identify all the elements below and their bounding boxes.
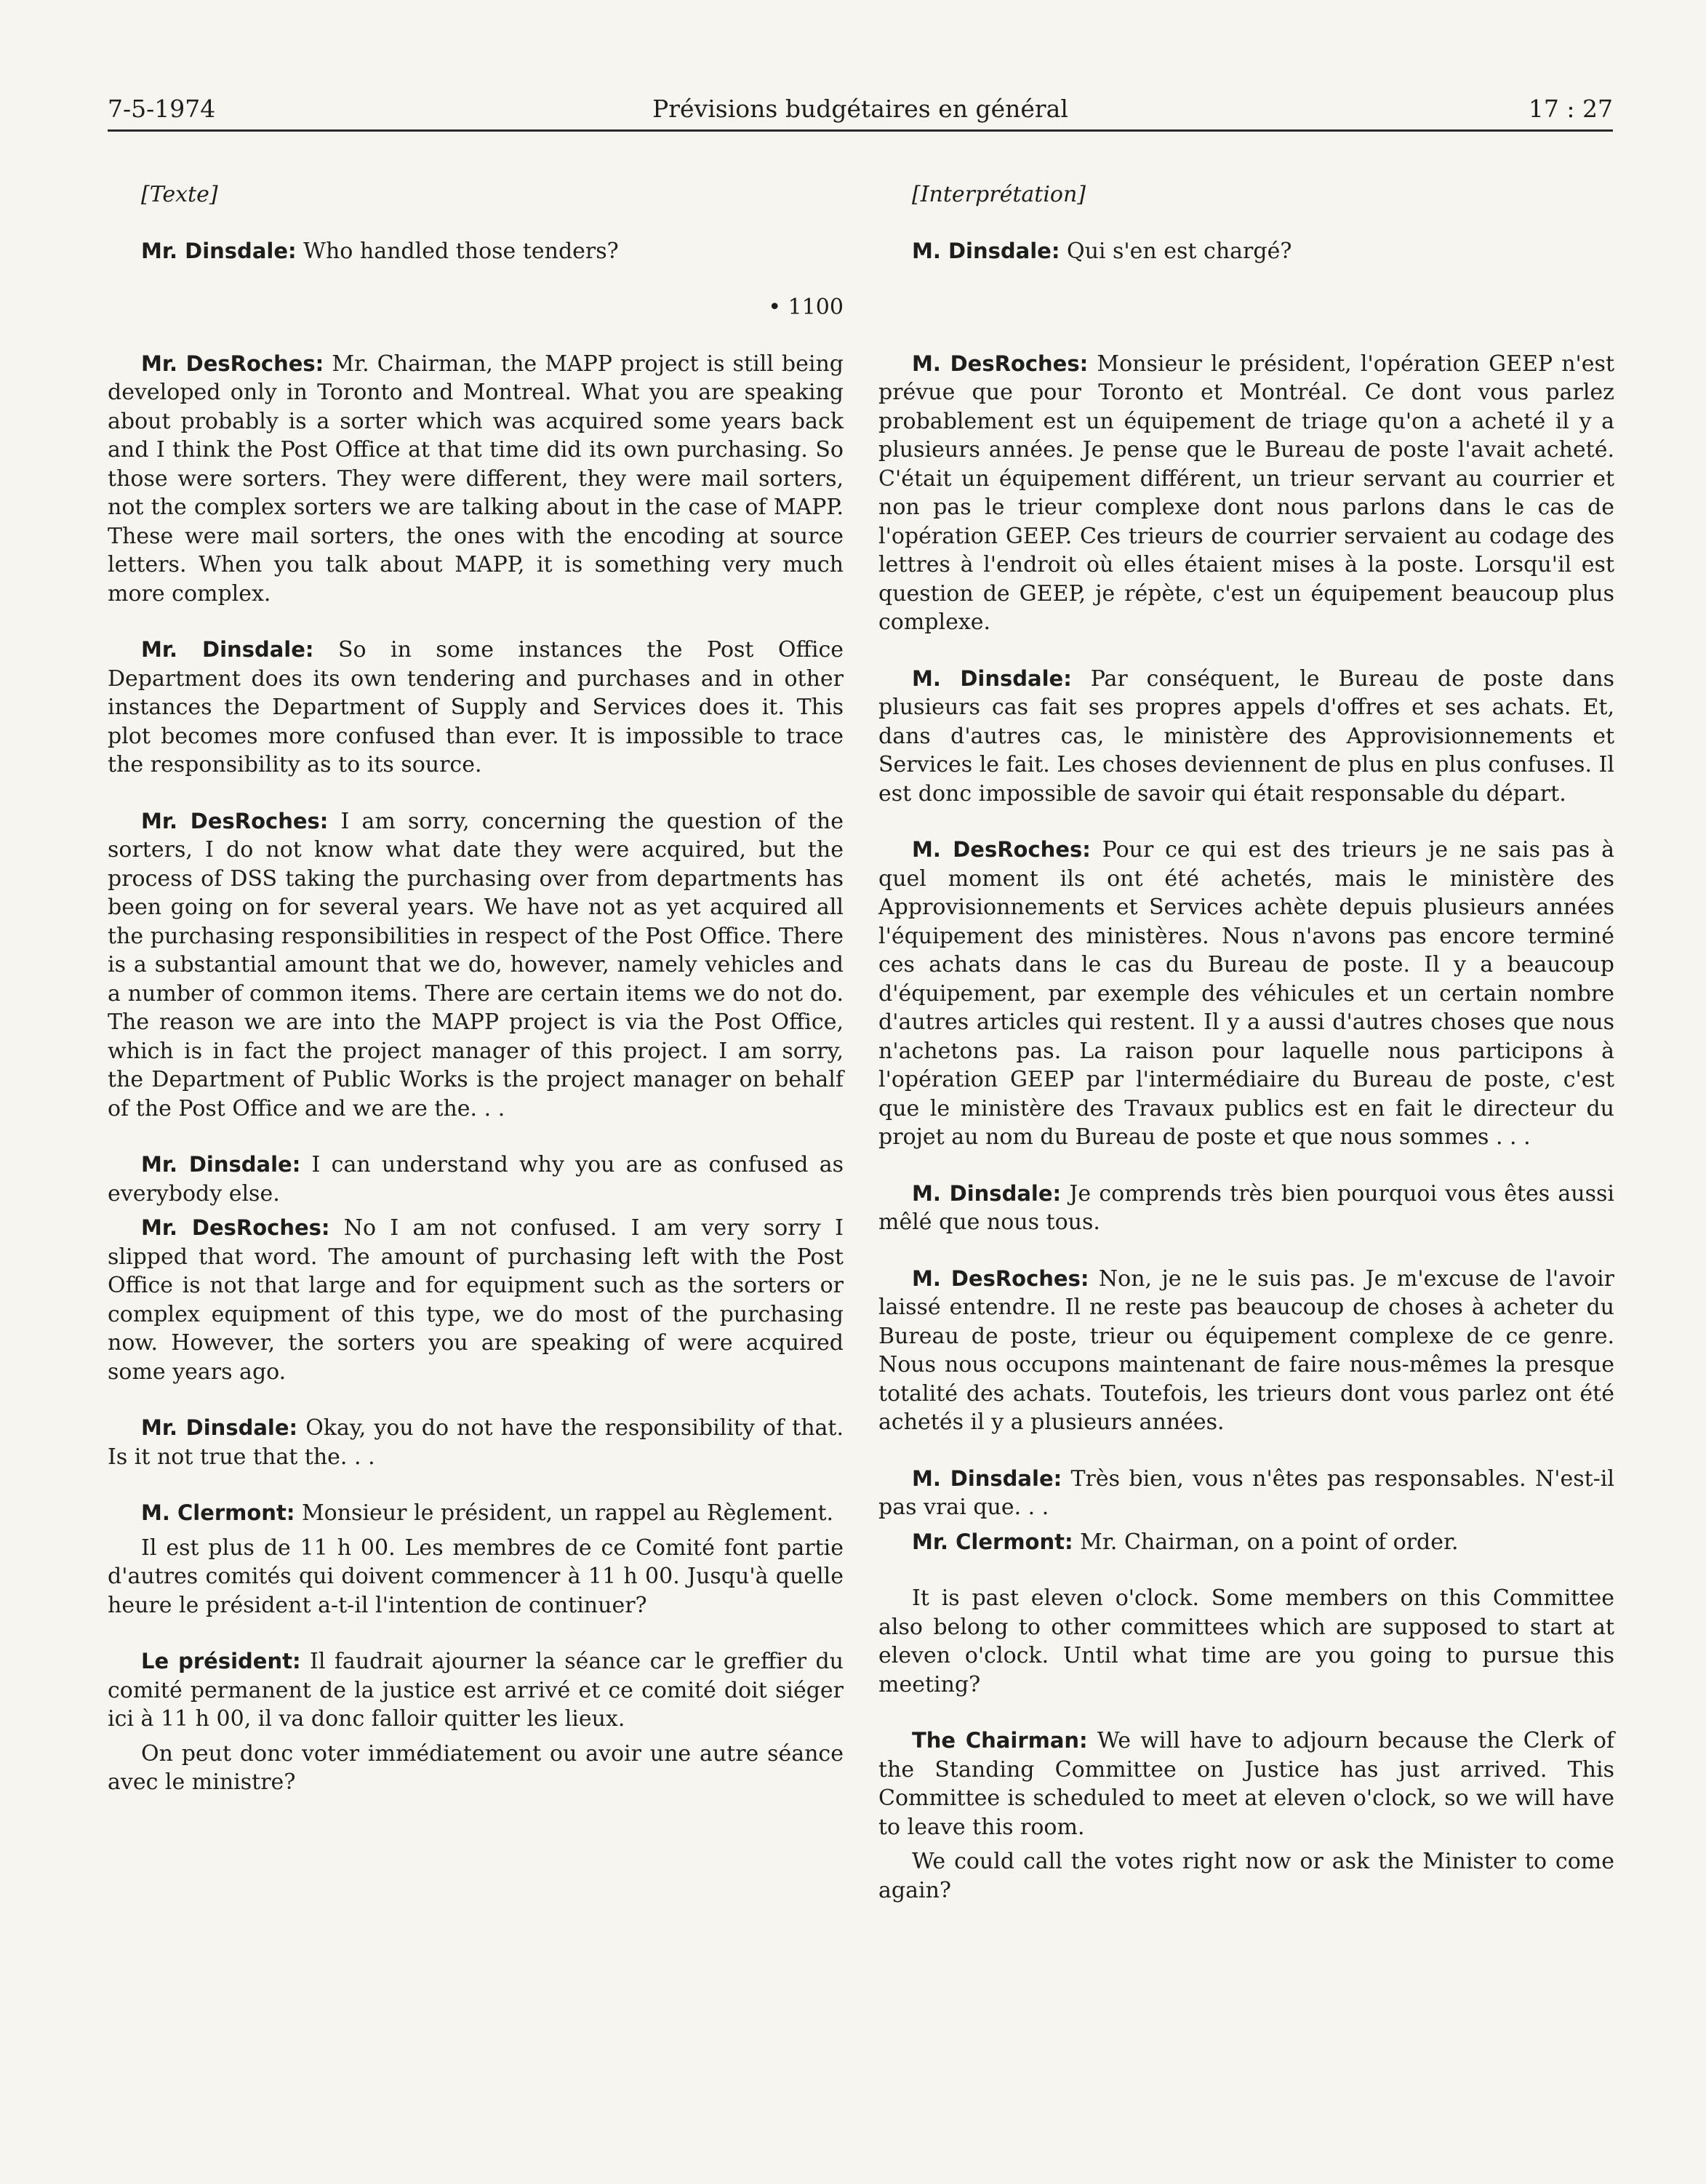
transcript-paragraph [878,350,1614,637]
transcript-paragraph [108,1414,844,1471]
transcript-paragraph [878,665,1614,809]
speech-text: Qui s'en est chargé? [1060,238,1292,264]
speech-text: Très bien, vous n'êtes pas responsables. N'est-il pas vrai que. . . [878,1465,1614,1520]
speaker-name: M. DesRoches: [912,351,1089,376]
speech-text: Who handled those tenders? [296,238,619,264]
speaker-name: Mr. DesRoches: [141,351,324,376]
speaker-name: M. Clermont: [141,1500,295,1525]
language-tag: [Texte] [141,182,218,207]
transcript-paragraph [108,1740,844,1797]
transcript-paragraph [108,350,844,609]
transcript-paragraph [878,1584,1614,1699]
speaker-name: M. Dinsdale: [912,1465,1062,1491]
speaker-name: M. Dinsdale: [912,665,1072,691]
speech-text: Je comprends très bien pourquoi vous êtes aussi mêlé que nous tous. [878,1180,1614,1235]
right-column-french [878,180,1614,1932]
speaker-name: Mr. Dinsdale: [141,1152,301,1177]
speech-text: Monsieur le président, un rappel au Règlement. [295,1500,834,1526]
transcript-paragraph [878,1528,1614,1557]
header-date: 7-5-1974 [108,95,216,123]
transcript-paragraph [108,1647,844,1734]
header-page-number: 17 : 27 [1528,95,1613,123]
transcript-paragraph [878,1265,1614,1437]
speech-text: Il est plus de 11 h 00. Les membres de ce Comité font partie d'autres comités qui doivent commencer à 11 h 00. Jusqu'à quelle heure le président a-t-il l'intention de continuer? [108,1535,844,1618]
speech-text: No I am not confused. I am very sorry I slipped that word. The amount of purchasing left with the Post Office is not that large and for equipment such as the sorters or complex equipment of this type, we do most of the purchasing now. However, the sorters you are speaking of were acquired some years ago. [108,1215,844,1385]
page-header [108,93,1613,132]
speech-text: Il faudrait ajourner la séance car le greffier du comité permanent de la justice est arrivé et ce comité doit siéger ici à 11 h 00, il va donc falloir quitter les lieux. [108,1649,844,1732]
speech-text: We will have to adjourn because the Clerk of the Standing Committee on Justice has just arrived. This Committee is scheduled to meet at eleven o'clock, so we will have to leave this room. [878,1728,1614,1840]
speaker-name: The Chairman: [912,1728,1088,1753]
speaker-name: M. Dinsdale: [912,238,1060,263]
speech-text: Par conséquent, le Bureau de poste dans plusieurs cas fait ses propres appels d'offres et ses achats. Et, dans d'autres cas, le ministère des Approvisionnements et Services le fait. Les choses deviennent de plus en plus confuses. Il est donc impossible de savoir qui était responsable du départ. [878,665,1614,807]
time-marker [878,293,1614,322]
speech-text: On peut donc voter immédiatement ou avoir une autre séance avec le ministre? [108,1740,844,1795]
speaker-name: M. DesRoches: [912,837,1091,862]
speech-text: So in some instances the Post Office Department does its own tendering and purchases and in other instances the Department of Supply and Services does it. This plot becomes more confused than ever. It is impossible to trace the responsibility as to its source. [108,637,844,777]
transcript-paragraph [108,1499,844,1528]
speech-text: Non, je ne le suis pas. Je m'excuse de l'avoir laissé entendre. Il ne reste pas beaucoup de choses à acheter du Bureau de poste, trieur ou équipement complexe de ce genre. Nous nous occupons maintenant de faire nous-mêmes la presque totalité des achats. Toutefois, les trieurs dont vous parlez ont été achetés il y a plusieurs années. [878,1265,1614,1435]
transcript-paragraph [108,1151,844,1208]
speech-text: It is past eleven o'clock. Some members on this Committee also belong to other committees which are supposed to start at eleven o'clock. Until what time are you going to pursue this meeting? [878,1585,1614,1697]
speaker-name: M. DesRoches: [912,1265,1089,1291]
speech-text: I can understand why you are as confused as everybody else. [108,1152,844,1207]
transcript-paragraph [108,1214,844,1386]
speech-text: We could call the votes right now or ask the Minister to come again? [878,1849,1614,1903]
time-marker: • 1100 [768,295,844,320]
speaker-name: Mr. Dinsdale: [141,1415,298,1440]
transcript-paragraph [108,237,844,266]
transcript-paragraph [878,836,1614,1152]
speaker-name: Mr. DesRoches: [141,808,329,833]
speaker-name: Mr. Dinsdale: [141,238,297,263]
speech-text: Okay, you do not have the responsibility of that. Is it not true that the. . . [108,1415,844,1470]
left-column-english [108,180,844,1825]
speaker-name: Mr. DesRoches: [141,1215,330,1240]
transcript-paragraph [878,1465,1614,1522]
speech-text: Mr. Chairman, the MAPP project is still being developed only in Toronto and Montreal. What you are speaking about probably is a sorter which was acquired some years back and I think the Post Office at that time did its own purchasing. So those were sorters. They were different, they were mail sorters, not the complex sorters we are talking about in the case of MAPP. These were mail sorters, the ones with the encoding at source letters. When you talk about MAPP, it is something very much more complex. [108,351,844,607]
speech-text: I am sorry, concerning the question of the sorters, I do not know what date they were acquired, but the process of DSS taking the purchasing over from departments has been going on for several years. We have not as yet acquired all the purchasing responsibilities in respect of the Post Office. There is a substantial amount that we do, however, namely vehicles and a number of common items. There are certain items we do not do. The reason we are into the MAPP project is via the Post Office, which is in fact the project manager of this project. I am sorry, the Department of Public Works is the project manager on behalf of the Post Office and we are the. . . [108,808,844,1121]
language-tag: [Interprétation] [912,182,1086,207]
transcript-paragraph [878,1180,1614,1237]
transcript-paragraph [878,1847,1614,1905]
speech-text: Pour ce qui est des trieurs je ne sais pas à quel moment ils ont été achetés, mais le ministère des Approvisionnements et Services achète depuis plusieurs années l'équipement des ministères. Nous n'avons pas encore terminé ces achats dans le cas du Bureau de poste. Il y a beaucoup d'équipement, par exemple des véhicules et un certain nombre d'autres articles qui restent. Il y a aussi d'autres choses que nous n'achetons pas. La raison pour laquelle nous participons à l'opération GEEP par l'intermédiaire du Bureau de poste, c'est que le ministère des Travaux publics est en fait le directeur du projet au nom du Bureau de poste et que nous sommes . . . [878,837,1614,1150]
speaker-name: Le président: [141,1649,301,1673]
speech-text: Mr. Chairman, on a point of order. [1073,1529,1459,1555]
transcript-paragraph [878,237,1614,266]
speaker-name: Mr. Dinsdale: [141,637,314,662]
transcript-paragraph [108,636,844,780]
header-title: Prévisions budgétaires en général [652,95,1068,123]
speaker-name: Mr. Clermont: [912,1529,1073,1554]
transcript-paragraph [108,1534,844,1620]
transcript-paragraph [878,1727,1614,1841]
speaker-name: M. Dinsdale: [912,1180,1062,1206]
speech-text: Monsieur le président, l'opération GEEP n'est prévue que pour Toronto et Montréal. Ce dont vous parlez probablement est un équipement de triage qu'on a acheté il y a plusieurs années. Je pense que le Bureau de poste l'avait acheté. C'était un équipement différent, un trieur servant au courrier et non pas le trieur complexe dont nous parlons dans le cas de l'opération GEEP. Ces trieurs de courrier servaient au codage des lettres à l'endroit où elles étaient mises à la poste. Lorsqu'il est question de GEEP, je répète, c'est un équipement beaucoup plus complexe. [878,351,1615,635]
transcript-paragraph [108,807,844,1124]
